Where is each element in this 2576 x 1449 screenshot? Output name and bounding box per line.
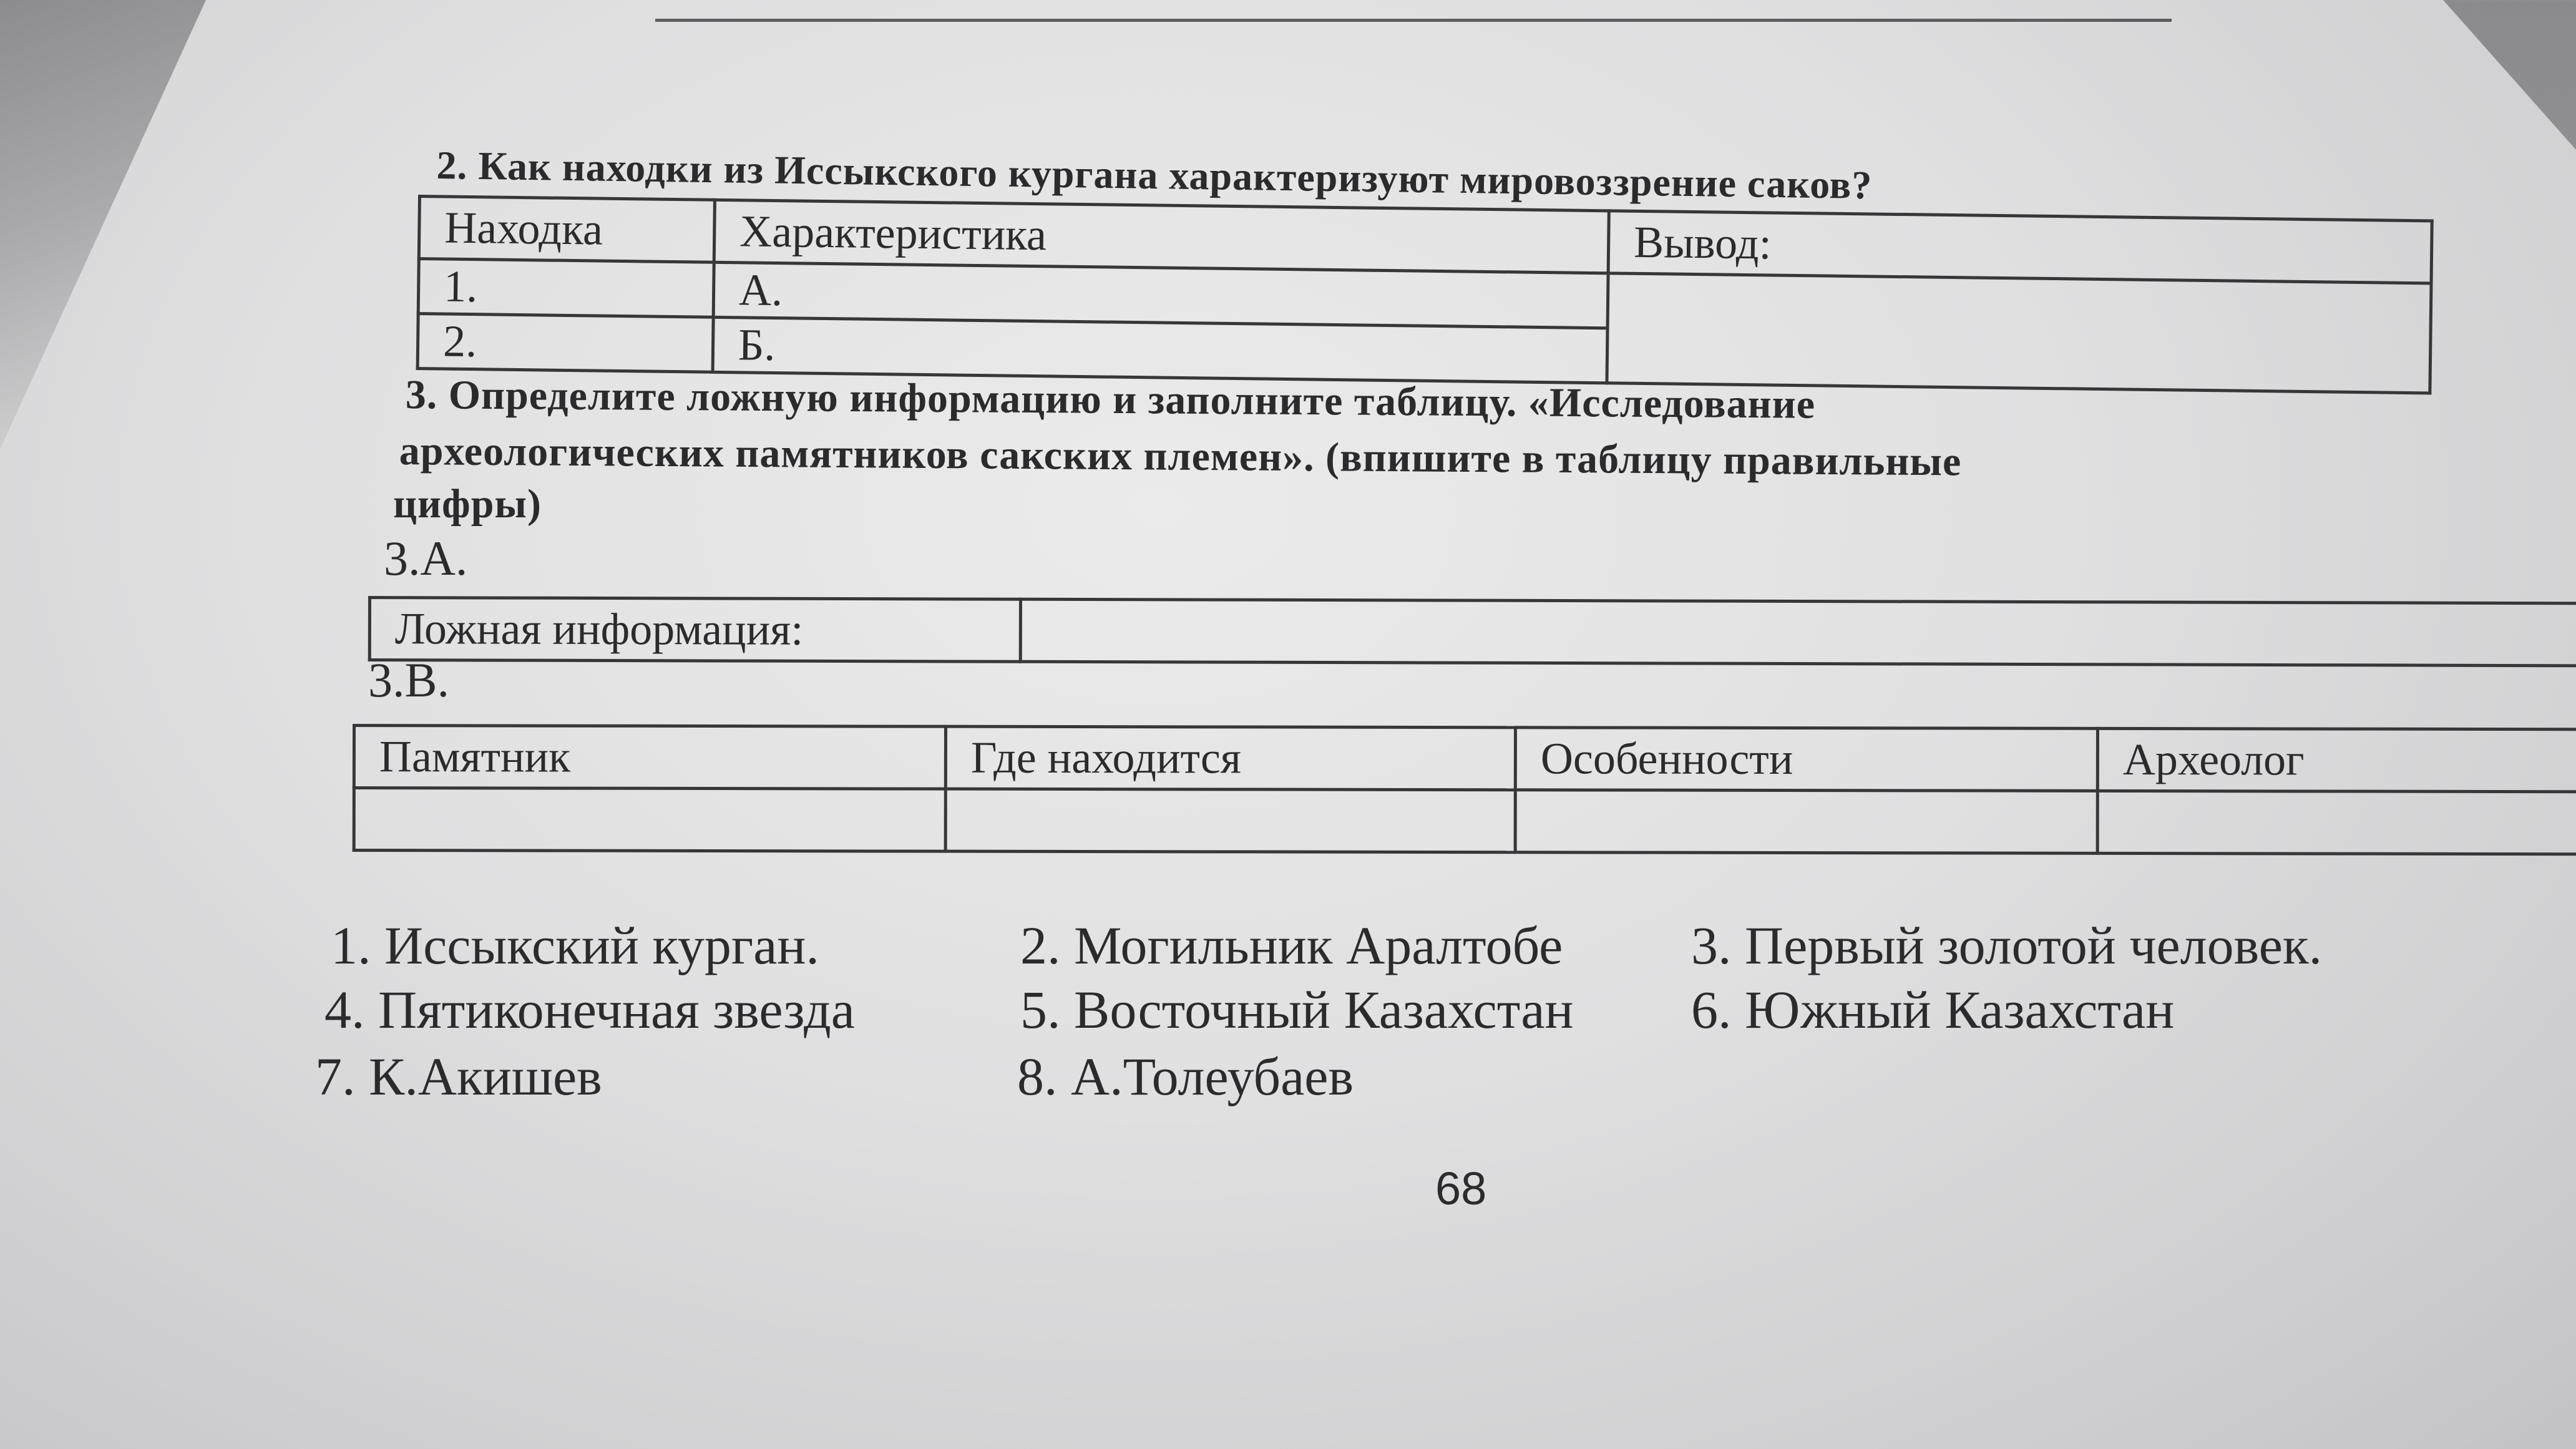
false-info-answer[interactable] bbox=[1020, 599, 2576, 666]
row-1-letter: А. bbox=[713, 262, 1608, 328]
answer-monument[interactable] bbox=[354, 788, 945, 852]
answer-location[interactable] bbox=[945, 789, 1515, 852]
row-2-number: 2. bbox=[417, 314, 713, 373]
false-info-label: Ложная информация: bbox=[369, 598, 1020, 662]
row-1-number: 1. bbox=[418, 259, 714, 318]
table-header-row bbox=[354, 726, 2576, 792]
question-3-title-line-2: археологических памятников сакских племен». (впишите в таблицу правильные bbox=[399, 428, 1962, 485]
conclusion-cell[interactable] bbox=[1607, 273, 2431, 393]
question-3-title-line-3: цифры) bbox=[393, 481, 542, 527]
previous-table-edge bbox=[655, 0, 2172, 22]
header-find: Находка bbox=[419, 197, 715, 263]
question-2-title: 2. Как находки из Иссыкского кургана характеризуют мировоззрение саков? bbox=[436, 142, 1873, 208]
answer-archaeologist[interactable] bbox=[2097, 791, 2576, 854]
part-b-label: 3.В. bbox=[368, 653, 450, 707]
option-6: 6. Южный Казахстан bbox=[1691, 980, 2175, 1040]
header-conclusion: Вывод: bbox=[1608, 211, 2432, 283]
question-3-title-line-1: 3. Определите ложную информацию и заполните таблицу. «Исследование bbox=[405, 372, 1816, 427]
header-characteristic: Характеристика bbox=[714, 200, 1609, 273]
answer-features[interactable] bbox=[1515, 790, 2097, 854]
monument-table bbox=[353, 724, 2576, 856]
part-a-label: 3.А. bbox=[384, 531, 468, 585]
question-2-table bbox=[416, 195, 2434, 394]
false-info-table bbox=[368, 596, 2576, 667]
option-7: 7. К.Акишев bbox=[315, 1046, 602, 1106]
row-2-letter: Б. bbox=[713, 317, 1608, 383]
option-8: 8. А.Толеубаев bbox=[1017, 1046, 1354, 1106]
option-4: 4. Пятиконечная звезда bbox=[324, 980, 855, 1040]
option-2: 2. Могильник Аралтобе bbox=[1020, 915, 1563, 975]
header-archaeologist: Археолог bbox=[2097, 728, 2576, 791]
header-features: Особенности bbox=[1515, 728, 2097, 791]
header-monument: Памятник bbox=[354, 726, 945, 789]
option-5: 5. Восточный Казахстан bbox=[1020, 980, 1574, 1040]
page-number: 68 bbox=[1435, 1163, 1487, 1214]
option-3: 3. Первый золотой человек. bbox=[1691, 915, 2323, 975]
table-row bbox=[354, 788, 2576, 854]
header-location: Где находится bbox=[945, 726, 1515, 790]
option-1: 1. Иссыкский курган. bbox=[331, 915, 819, 975]
